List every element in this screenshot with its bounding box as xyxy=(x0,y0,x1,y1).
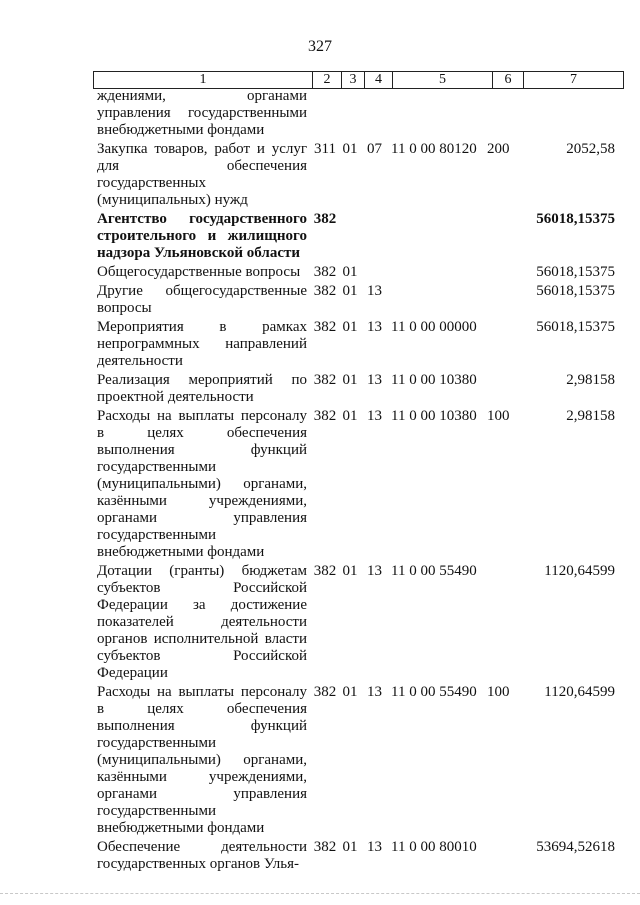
row-name: Агентство государственного строительного и жилищного надзора Ульяновской области xyxy=(97,211,307,261)
row-code-subsection: 07 xyxy=(367,141,382,157)
table-row xyxy=(93,264,626,283)
row-code-expense-type xyxy=(487,211,517,264)
row-code-target xyxy=(388,211,487,264)
table-row xyxy=(93,141,626,211)
row-code-section: 01 xyxy=(342,563,358,579)
row-name: Обеспечение деятельности государственных органов Улья- xyxy=(97,839,307,872)
row-code-section xyxy=(339,88,361,141)
row-amount xyxy=(517,88,626,141)
row-code-section: 01 xyxy=(342,141,358,157)
row-code-subsection: 13 xyxy=(367,319,382,335)
table-row xyxy=(93,283,626,319)
row-code-expense-type: 100 xyxy=(487,684,510,700)
header-row xyxy=(94,72,624,89)
row-amount: 56018,15375 xyxy=(536,264,615,280)
row-name: ждениями, органами управления государственными внебюджетными фондами xyxy=(97,88,307,138)
table-row xyxy=(93,319,626,372)
row-code-admin: 382 xyxy=(313,283,337,299)
row-name: Общегосударственные вопросы xyxy=(97,264,301,280)
row-code-admin xyxy=(311,88,339,141)
row-code-target: 11 0 00 55490 xyxy=(391,563,477,579)
row-code-section: 01 xyxy=(342,408,358,424)
row-amount: 53694,52618 xyxy=(536,839,615,855)
row-amount: 56018,15375 xyxy=(536,319,615,335)
header-col-3: 3 xyxy=(342,72,365,89)
row-code-target xyxy=(388,264,487,283)
row-code-section: 01 xyxy=(342,684,358,700)
table-row xyxy=(93,88,626,141)
row-code-expense-type xyxy=(487,563,517,684)
row-code-admin: 382 xyxy=(313,319,337,335)
row-name: Мероприятия в рамках непрограммных направлений деятельности xyxy=(97,319,307,369)
table-row xyxy=(93,372,626,408)
row-code-section: 01 xyxy=(342,839,358,855)
header-col-7: 7 xyxy=(524,72,624,89)
header-col-4: 4 xyxy=(365,72,393,89)
row-code-target: 11 0 00 80120 xyxy=(391,141,477,157)
row-code-subsection: 13 xyxy=(367,684,382,700)
row-code-expense-type xyxy=(487,839,517,875)
row-code-target xyxy=(388,283,487,319)
row-code-subsection: 13 xyxy=(367,283,382,299)
row-code-admin: 382 xyxy=(313,372,337,388)
row-code-expense-type xyxy=(487,283,517,319)
row-amount: 1120,64599 xyxy=(544,563,615,579)
row-code-subsection: 13 xyxy=(367,372,382,388)
budget-table-body xyxy=(93,88,626,875)
table-row xyxy=(93,408,626,563)
row-code-admin: 382 xyxy=(313,563,337,579)
row-amount: 56018,15375 xyxy=(536,211,615,227)
row-code-section: 01 xyxy=(342,319,358,335)
row-code-target: 11 0 00 10380 xyxy=(391,372,477,388)
row-code-expense-type: 100 xyxy=(487,408,510,424)
header-col-1: 1 xyxy=(94,72,313,89)
row-code-target: 11 0 00 00000 xyxy=(391,319,477,335)
row-code-subsection xyxy=(361,264,388,283)
row-name: Реализация мероприятий по проектной деятельности xyxy=(97,372,307,405)
row-code-expense-type xyxy=(487,88,517,141)
row-code-expense-type xyxy=(487,264,517,283)
row-code-section xyxy=(339,211,361,264)
budget-table xyxy=(93,88,626,875)
row-name: Дотации (гранты) бюджетам субъектов Российской Федерации за достижение показателей деятельности органов исполнительной власти субъектов Российской Федерации xyxy=(97,563,307,681)
page-number: 327 xyxy=(308,38,332,55)
row-code-section: 01 xyxy=(342,264,358,280)
row-code-target: 11 0 00 10380 xyxy=(391,408,477,424)
header-col-2: 2 xyxy=(313,72,342,89)
row-name: Закупка товаров, работ и услуг для обеспечения государственных (муниципальных) нужд xyxy=(97,141,307,208)
table-row xyxy=(93,563,626,684)
row-name: Другие общегосударственные вопросы xyxy=(97,283,307,316)
row-code-target: 11 0 00 55490 xyxy=(391,684,477,700)
row-code-admin: 382 xyxy=(313,684,337,700)
row-amount: 1120,64599 xyxy=(544,684,615,700)
row-amount: 56018,15375 xyxy=(536,283,615,299)
row-code-admin: 382 xyxy=(313,408,337,424)
scan-edge-line xyxy=(0,893,640,894)
row-code-admin: 311 xyxy=(314,141,336,157)
row-code-expense-type xyxy=(487,372,517,408)
header-col-5: 5 xyxy=(393,72,493,89)
row-code-admin: 382 xyxy=(313,264,337,280)
row-code-admin: 382 xyxy=(313,839,337,855)
row-code-subsection: 13 xyxy=(367,839,382,855)
row-amount: 2,98158 xyxy=(566,372,615,388)
row-code-subsection xyxy=(361,211,388,264)
row-code-expense-type xyxy=(487,319,517,372)
header-col-6: 6 xyxy=(493,72,524,89)
row-code-expense-type: 200 xyxy=(487,141,510,157)
table-row xyxy=(93,211,626,264)
row-code-subsection: 13 xyxy=(367,563,382,579)
row-amount: 2052,58 xyxy=(566,141,615,157)
row-code-target: 11 0 00 80010 xyxy=(391,839,477,855)
table-row xyxy=(93,684,626,839)
row-name: Расходы на выплаты персоналу в целях обеспечения выполнения функций государственными (муниципальными) органами, казёнными учреждениями, органами управления государственными внебюджетными фондами xyxy=(97,408,307,560)
row-code-target xyxy=(388,88,487,141)
row-code-section: 01 xyxy=(342,283,358,299)
row-code-subsection: 13 xyxy=(367,408,382,424)
row-code-subsection xyxy=(361,88,388,141)
row-amount: 2,98158 xyxy=(566,408,615,424)
row-name: Расходы на выплаты персоналу в целях обеспечения выполнения функций государственными (муниципальными) органами, казёнными учреждениями, органами управления государственными внебюджетными фондами xyxy=(97,684,307,836)
row-code-section: 01 xyxy=(342,372,358,388)
table-header xyxy=(93,71,624,89)
table-row xyxy=(93,839,626,875)
row-code-admin: 382 xyxy=(313,211,337,227)
